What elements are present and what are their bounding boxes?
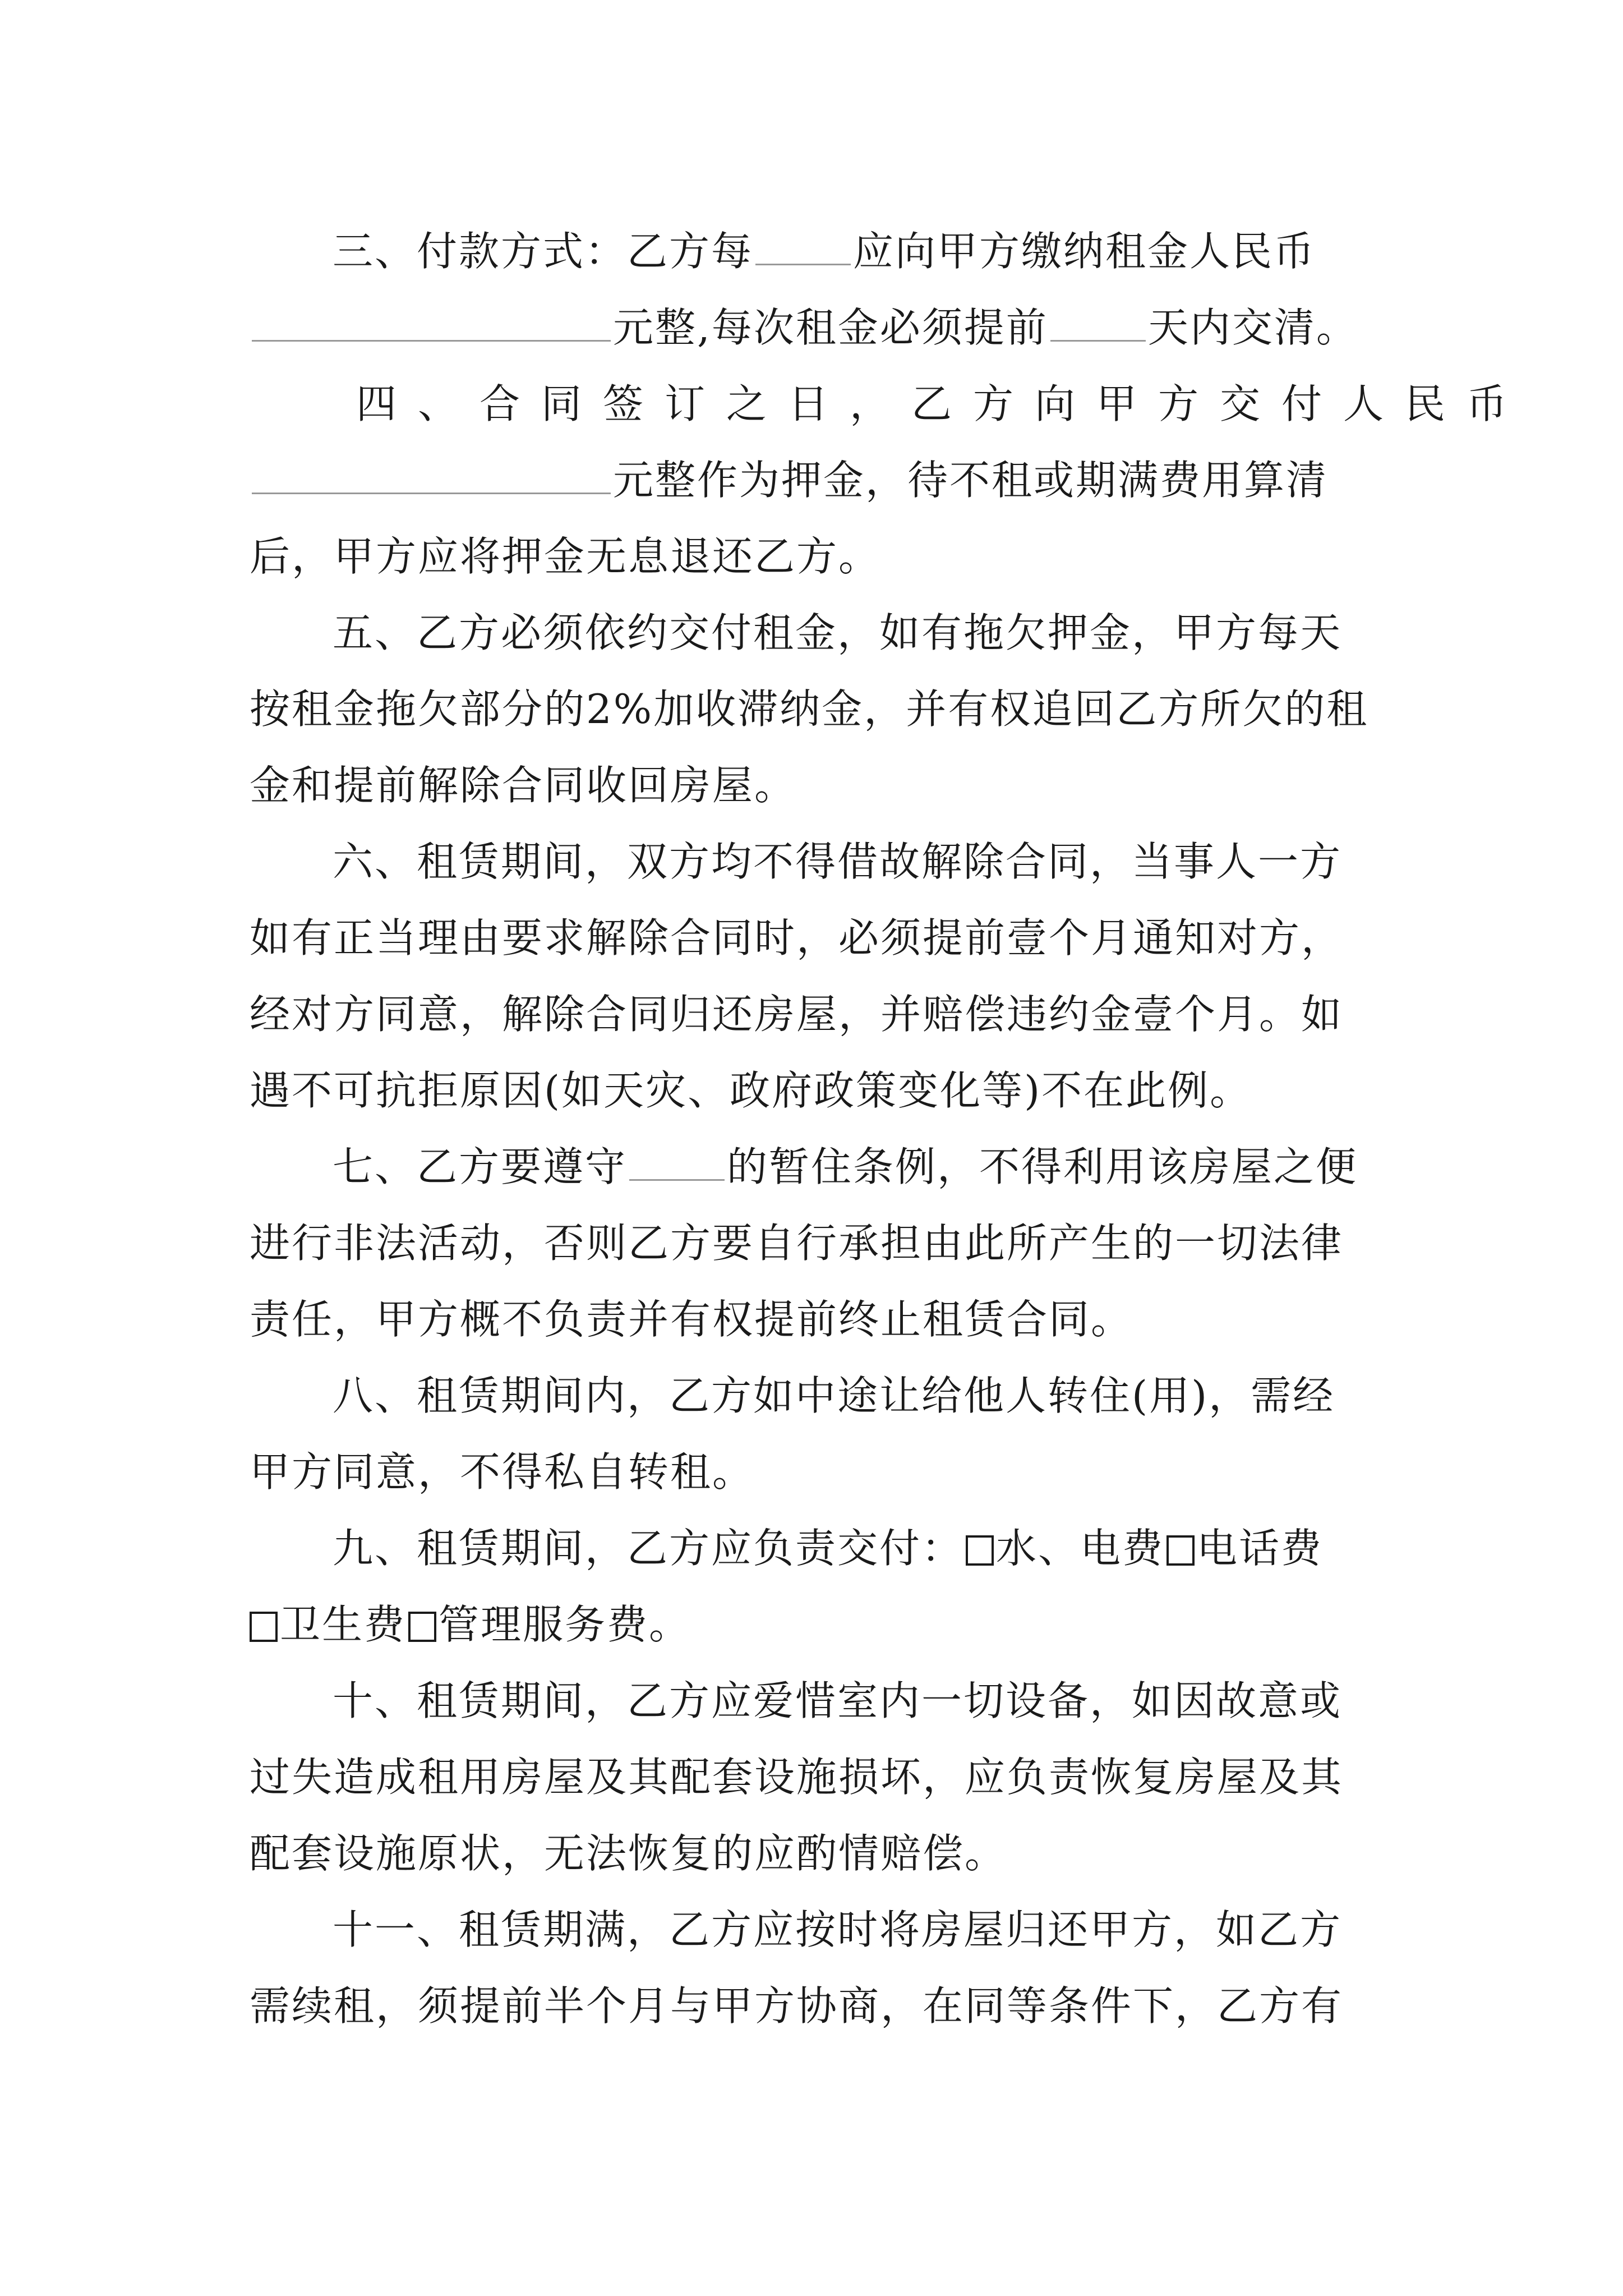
clause-9-line-2 [250, 1586, 1382, 1663]
clause-7-line-1 [250, 1129, 1382, 1205]
clause-11-text-a: 十一、租赁期满，乙方应按时将房屋归还甲方，如乙方 [333, 1906, 1343, 1953]
clause-6-line-4 [250, 1052, 1382, 1129]
clause-6-line-1 [250, 823, 1382, 900]
clause-3-text-b: 应向甲方缴纳租金人民币 [853, 228, 1316, 275]
clause-4-text-a: 四、合同签订之日，乙方向甲方交付人民币 [356, 380, 1529, 427]
clause-5-line-1 [250, 595, 1382, 671]
fill-blank-advance-days[interactable] [1050, 306, 1146, 342]
checkbox-phone-fee[interactable] [1166, 1535, 1195, 1566]
clause-7-text-c: 进行非法活动，否则乙方要自行承担由此所产生的一切法律 [250, 1220, 1344, 1267]
clause-10-line-3 [250, 1815, 1382, 1892]
clause-3-text-d: 天内交清。 [1147, 304, 1358, 351]
clause-3-line-2 [250, 289, 1382, 366]
clause-3-line-1 [250, 213, 1382, 289]
clause-9-option-2: 电话费 [1197, 1525, 1324, 1572]
clause-8-text-a: 八、租赁期间内，乙方如中途让给他人转住(用)，需经 [333, 1372, 1335, 1419]
clause-8-line-1 [250, 1358, 1382, 1434]
clause-9-option-4: 管理服务费。 [439, 1601, 691, 1648]
clause-10-text-b: 过失造成租用房屋及其配套设施损坏，应负责恢复房屋及其 [250, 1754, 1344, 1801]
clause-7-text-b: 的暂住条例，不得利用该房屋之便 [727, 1143, 1358, 1190]
clause-9-line-1 [250, 1510, 1382, 1586]
clause-7-line-3 [250, 1281, 1382, 1358]
clause-11-line-1 [250, 1892, 1382, 1968]
clause-10-line-1 [250, 1663, 1382, 1739]
clause-5-line-2 [250, 671, 1382, 747]
clause-5-text-b: 按租金拖欠部分的2%加收滞纳金，并有权追回乙方所欠的租 [250, 685, 1369, 733]
clause-5-text-a: 五、乙方必须依约交付租金，如有拖欠押金，甲方每天 [333, 609, 1343, 656]
clause-4-text-b: 元整作为押金，待不租或期满费用算清 [613, 457, 1329, 504]
clause-4-line-2 [250, 442, 1382, 518]
clause-3-text-c: 元整,每次租金必须提前 [613, 304, 1048, 351]
clause-6-text-b: 如有正当理由要求解除合同时，必须提前壹个月通知对方， [250, 914, 1344, 961]
clause-4-text-c: 后，甲方应将押金无息退还乙方。 [250, 533, 881, 580]
clause-6-text-d: 遇不可抗拒原因(如天灾、政府政策变化等)不在此例。 [250, 1067, 1252, 1114]
contract-body [250, 213, 1529, 2044]
clause-9-text-a: 九、租赁期间，乙方应负责交付： [333, 1525, 964, 1572]
clause-11-line-2 [250, 1968, 1382, 2044]
clause-6-text-a: 六、租赁期间，双方均不得借故解除合同，当事人一方 [333, 838, 1343, 885]
clause-4-line-1 [250, 366, 1529, 442]
fill-blank-deposit-amount[interactable] [252, 459, 611, 494]
clause-7-line-2 [250, 1205, 1382, 1281]
clause-5-text-c: 金和提前解除合同收回房屋。 [250, 762, 797, 809]
clause-9-option-3: 卫生费 [280, 1601, 407, 1648]
fill-blank-rent-amount[interactable] [252, 306, 611, 342]
clause-7-text-a: 七、乙方要遵守 [333, 1143, 628, 1190]
clause-9-option-1: 水、电费 [996, 1525, 1165, 1572]
clause-4-line-3 [250, 518, 1382, 595]
clause-7-text-d: 责任，甲方概不负责并有权提前终止租赁合同。 [250, 1296, 1133, 1343]
clause-6-text-c: 经对方同意，解除合同归还房屋，并赔偿违约金壹个月。如 [250, 991, 1344, 1038]
clause-10-line-2 [250, 1739, 1382, 1815]
clause-6-line-2 [250, 900, 1382, 976]
clause-5-line-3 [250, 747, 1382, 823]
clause-11-text-b: 需续租，须提前半个月与甲方协商，在同等条件下，乙方有 [250, 1982, 1344, 2030]
clause-10-text-a: 十、租赁期间，乙方应爱惜室内一切设备，如因故意或 [333, 1677, 1343, 1724]
clause-6-line-3 [250, 976, 1382, 1052]
fill-blank-payment-period[interactable] [755, 230, 851, 265]
clause-8-text-b: 甲方同意，不得私自转租。 [250, 1448, 755, 1496]
checkbox-management-fee[interactable] [408, 1612, 436, 1642]
checkbox-water-electricity[interactable] [966, 1535, 994, 1566]
fill-blank-regulation-name[interactable] [629, 1145, 725, 1181]
checkbox-sanitation-fee[interactable] [250, 1612, 278, 1642]
clause-3-text-a: 三、付款方式：乙方每 [333, 228, 754, 275]
clause-10-text-c: 配套设施原状，无法恢复的应酌情赔偿。 [250, 1830, 1007, 1877]
clause-8-line-2 [250, 1434, 1382, 1510]
